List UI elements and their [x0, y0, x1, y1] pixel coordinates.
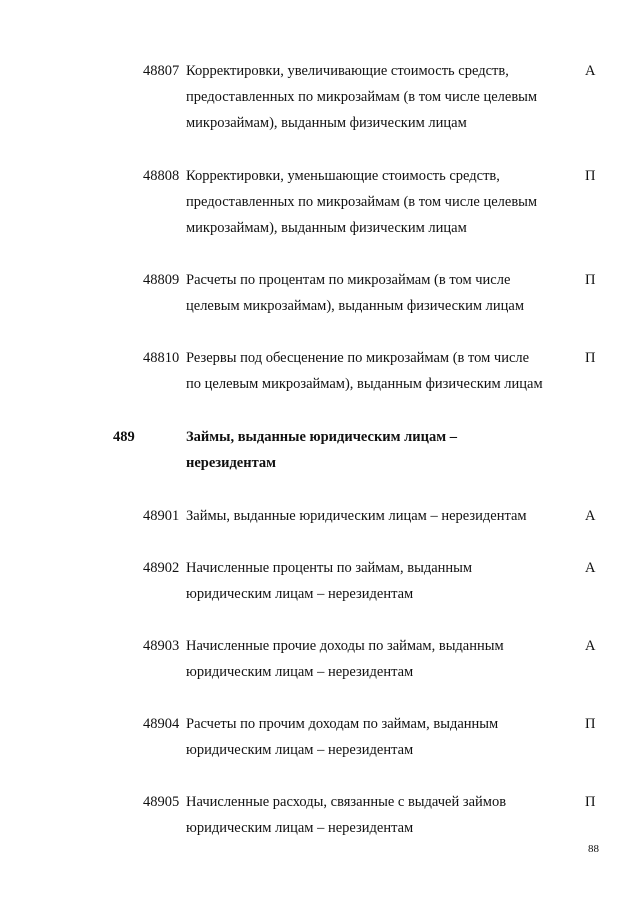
section-title-line: нерезидентам — [186, 455, 277, 471]
account-type: П — [585, 168, 596, 184]
account-type: А — [585, 508, 596, 524]
account-description-line: Расчеты по процентам по микрозаймам (в том числе — [186, 272, 511, 288]
account-code: 48902 — [143, 560, 180, 576]
account-description-line: Корректировки, уменьшающие стоимость средств, — [186, 168, 500, 184]
account-code: 48903 — [143, 638, 180, 654]
account-type: А — [585, 63, 596, 79]
account-code: 48807 — [143, 63, 180, 79]
account-description-line: Начисленные расходы, связанные с выдачей займов — [186, 794, 507, 810]
account-description-line: юридическим лицам – нерезидентам — [186, 820, 414, 836]
section-code: 489 — [113, 429, 135, 445]
page-number: 88 — [588, 843, 599, 855]
account-description-line: Расчеты по прочим доходам по займам, выданным — [186, 716, 499, 732]
account-description-line: целевым микрозаймам), выданным физическим лицам — [186, 298, 525, 314]
account-description-line: Корректировки, увеличивающие стоимость средств, — [186, 63, 509, 79]
account-type: П — [585, 272, 596, 288]
account-code: 48901 — [143, 508, 180, 524]
account-description-line: юридическим лицам – нерезидентам — [186, 586, 414, 602]
section-title-line: Займы, выданные юридическим лицам – — [186, 429, 458, 445]
account-description-line: юридическим лицам – нерезидентам — [186, 742, 414, 758]
account-code: 48809 — [143, 272, 180, 288]
account-description-line: Займы, выданные юридическим лицам – нерезидентам — [186, 508, 527, 524]
account-description-line: микрозаймам), выданным физическим лицам — [186, 115, 467, 131]
account-code: 48904 — [143, 716, 180, 732]
account-code: 48808 — [143, 168, 180, 184]
account-type: А — [585, 638, 596, 654]
account-type: П — [585, 794, 596, 810]
account-type: П — [585, 350, 596, 366]
account-description-line: Начисленные проценты по займам, выданным — [186, 560, 473, 576]
account-type: А — [585, 560, 596, 576]
account-description-line: по целевым микрозаймам), выданным физическим лицам — [186, 376, 543, 392]
account-code: 48810 — [143, 350, 180, 366]
account-description-line: Резервы под обесценение по микрозаймам (в том числе — [186, 350, 530, 366]
account-description-line: юридическим лицам – нерезидентам — [186, 664, 414, 680]
account-type: П — [585, 716, 596, 732]
account-description-line: Начисленные прочие доходы по займам, выданным — [186, 638, 504, 654]
account-description-line: предоставленных по микрозаймам (в том числе целевым — [186, 89, 538, 105]
account-description-line: предоставленных по микрозаймам (в том числе целевым — [186, 194, 538, 210]
account-description-line: микрозаймам), выданным физическим лицам — [186, 220, 467, 236]
account-code: 48905 — [143, 794, 180, 810]
